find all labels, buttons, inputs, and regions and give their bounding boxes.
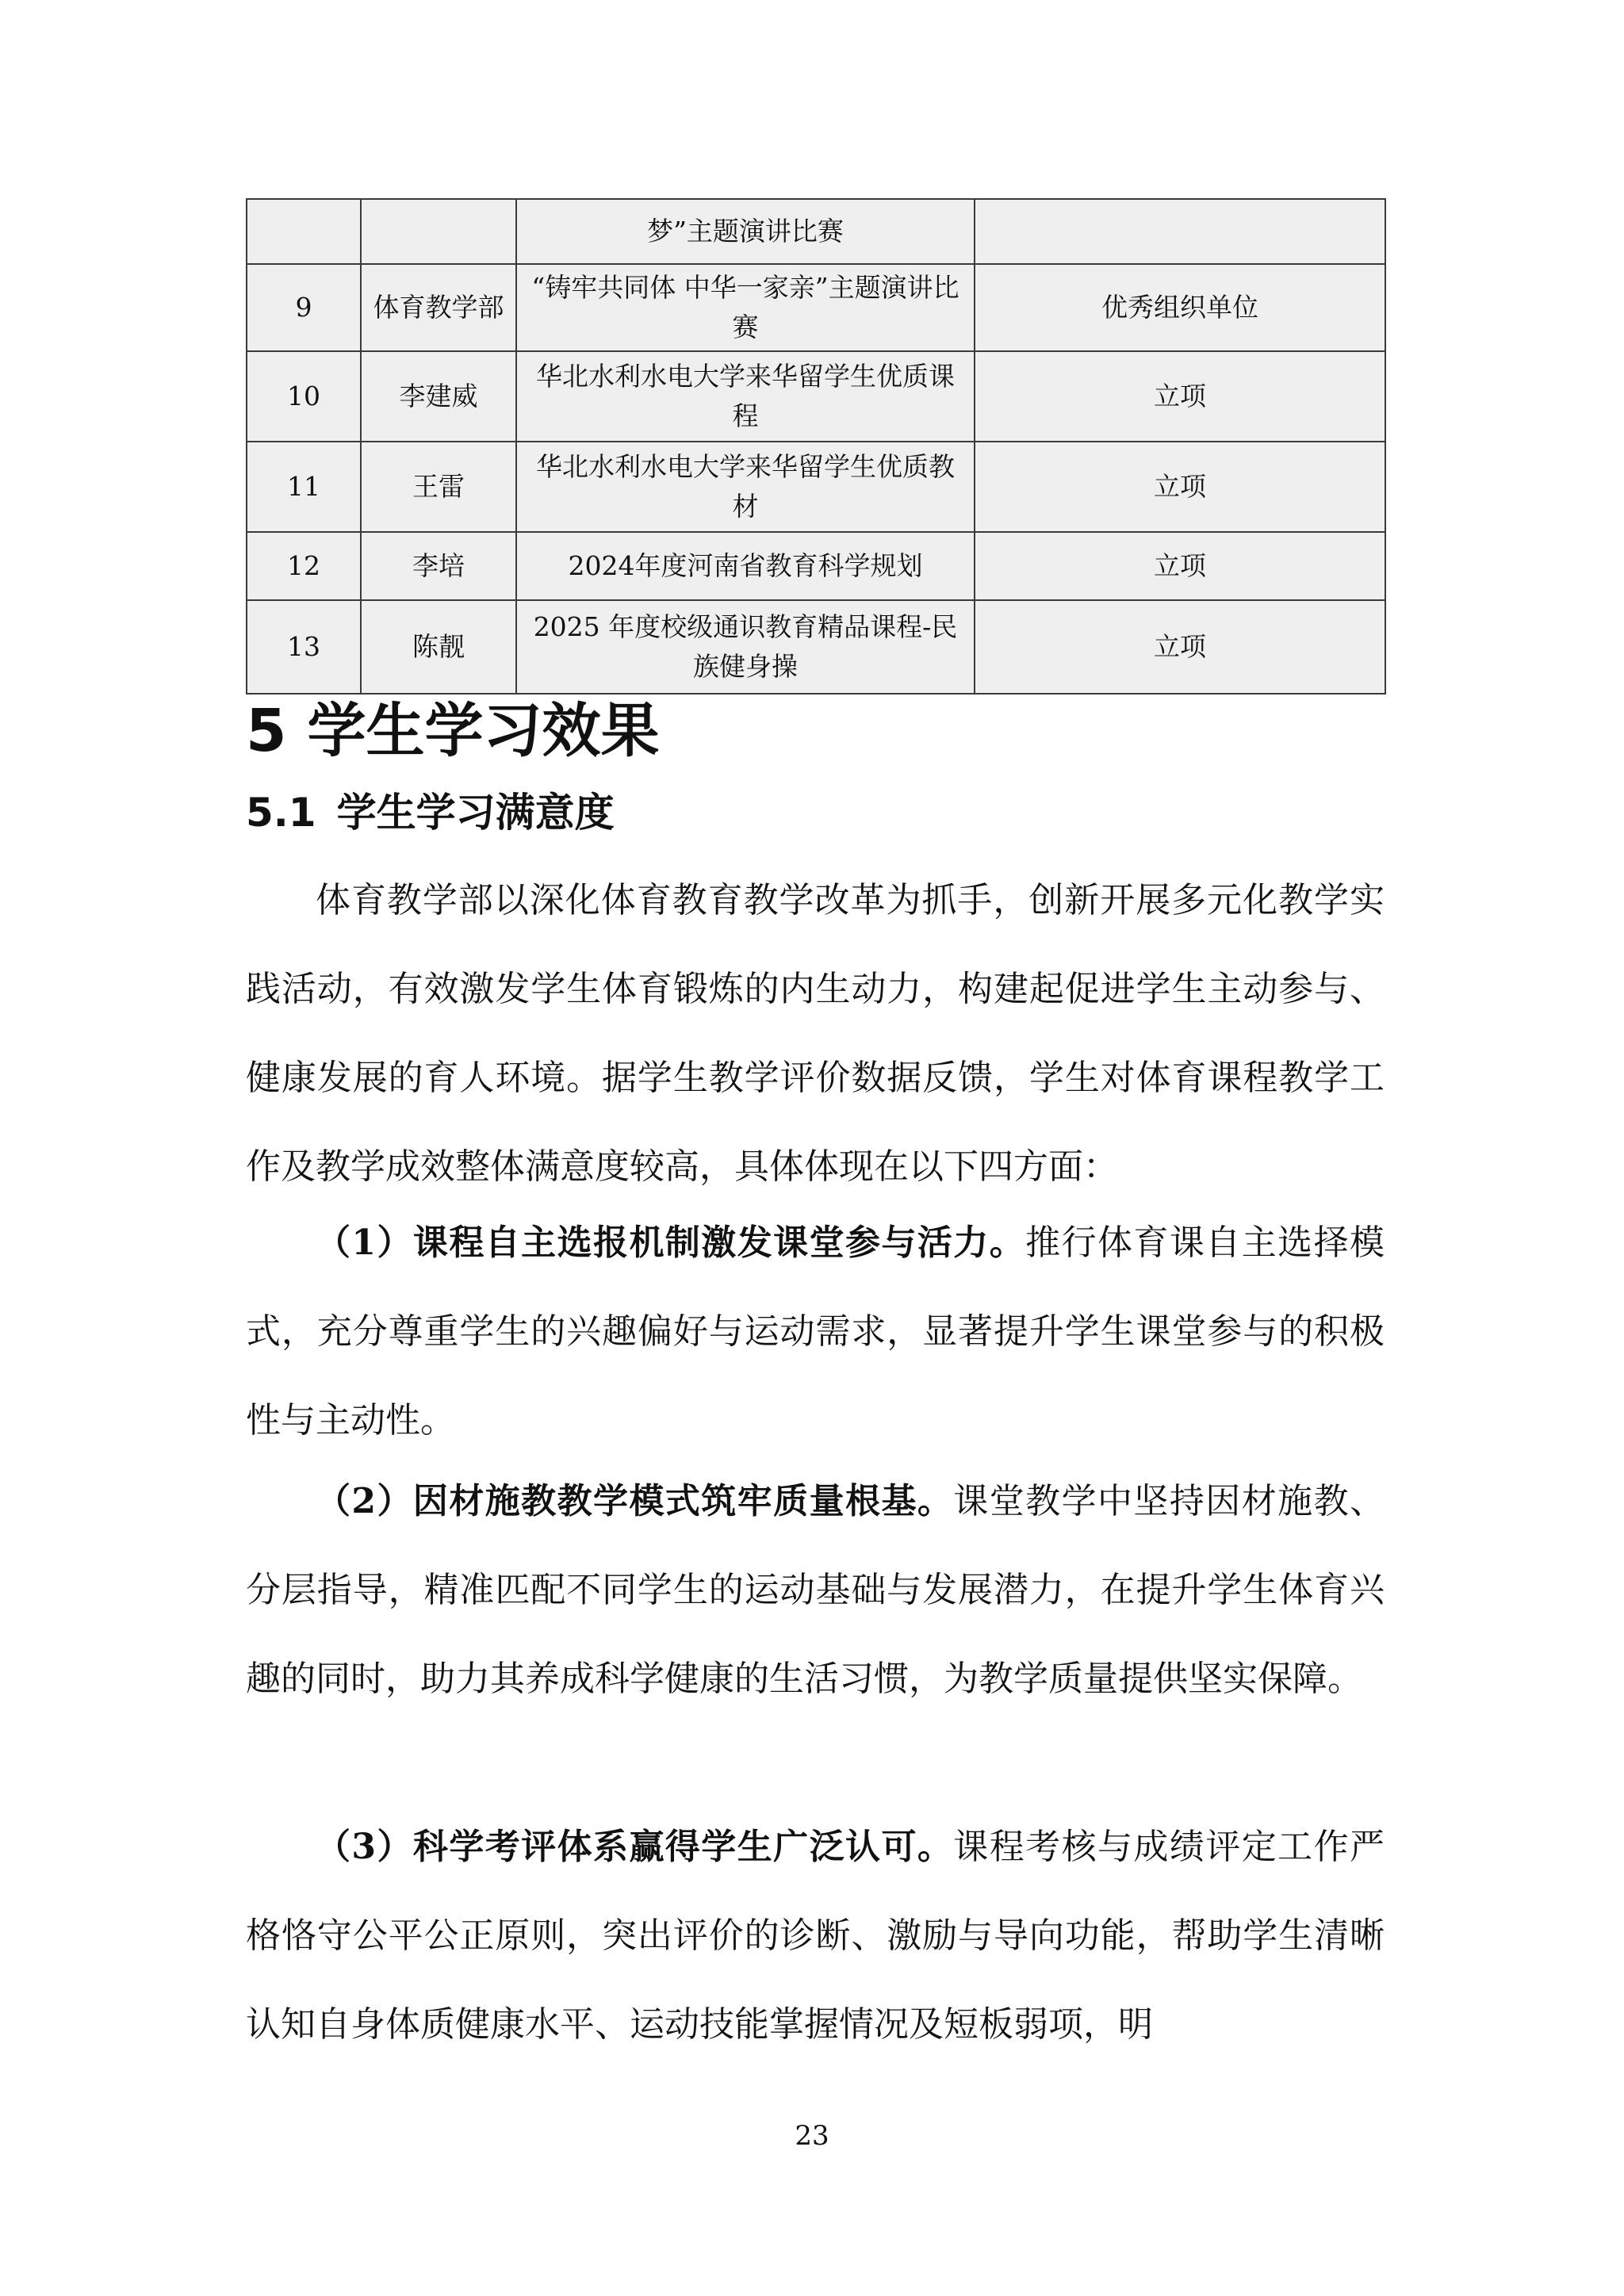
item-3-lead: （3）科学考评体系赢得学生广泛认可。 bbox=[316, 1827, 954, 1867]
cell-name: 王雷 bbox=[361, 442, 516, 532]
table-row-continuation bbox=[247, 199, 1385, 264]
cell-name: 体育教学部 bbox=[361, 264, 516, 351]
cell-result bbox=[975, 199, 1385, 264]
intro-paragraph bbox=[246, 856, 1385, 1211]
section-title: 学生学习效果 bbox=[307, 697, 660, 765]
cell-name: 陈靓 bbox=[361, 600, 516, 694]
cell-index: 12 bbox=[247, 532, 361, 600]
cell-project: 2024年度河南省教育科学规划 bbox=[516, 532, 975, 600]
cell-index: 10 bbox=[247, 351, 361, 442]
awards-table bbox=[246, 198, 1386, 695]
subsection-title: 学生学习满意度 bbox=[336, 790, 615, 836]
item-2-text: 课堂教学中坚持因材施教、分层指导，精准匹配不同学生的运动基础与发展潜力，在提升学生体育兴趣的同时，助力其养成科学健康的生活习惯，为教学质量提供坚实保障。 bbox=[246, 1481, 1385, 1699]
cell-project: “铸牢共同体 中华一家亲”主题演讲比赛 bbox=[516, 264, 975, 351]
item-3-text: 课程考核与成绩评定工作严格恪守公平公正原则，突出评价的诊断、激励与导向功能，帮助学生清晰认知自身体质健康水平、运动技能掌握情况及短板弱项，明 bbox=[246, 1827, 1385, 2045]
intro-text: 体育教学部以深化体育教育教学改革为抓手，创新开展多元化教学实践活动，有效激发学生体育锻炼的内生动力，构建起促进学生主动参与、健康发展的育人环境。据学生教学评价数据反馈，学生对体育课程教学工作及教学成效整体满意度较高，具体体现在以下四方面： bbox=[246, 880, 1385, 1187]
section-number: 5 bbox=[246, 697, 287, 765]
table-row bbox=[247, 532, 1385, 600]
cell-result: 优秀组织单位 bbox=[975, 264, 1385, 351]
cell-name: 李培 bbox=[361, 532, 516, 600]
table-row bbox=[247, 264, 1385, 351]
table-row bbox=[247, 442, 1385, 532]
page-number: 23 bbox=[795, 2120, 829, 2152]
cell-result: 立项 bbox=[975, 351, 1385, 442]
subsection-number: 5.1 bbox=[246, 790, 316, 836]
item-paragraph-3 bbox=[246, 1803, 1385, 2069]
item-1-lead: （1）课程自主选报机制激发课堂参与活力。 bbox=[316, 1223, 1026, 1263]
cell-project: 华北水利水电大学来华留学生优质教材 bbox=[516, 442, 975, 532]
table-row bbox=[247, 600, 1385, 694]
cell-index: 9 bbox=[247, 264, 361, 351]
cell-index: 11 bbox=[247, 442, 361, 532]
item-paragraph-1 bbox=[246, 1199, 1385, 1465]
item-1-text: 推行体育课自主选择模式，充分尊重学生的兴趣偏好与运动需求，显著提升学生课堂参与的积极性与主动性。 bbox=[246, 1223, 1385, 1441]
table-row bbox=[247, 351, 1385, 442]
section-heading bbox=[246, 691, 660, 771]
cell-project: 华北水利水电大学来华留学生优质课程 bbox=[516, 351, 975, 442]
item-2-lead: （2）因材施教教学模式筑牢质量根基。 bbox=[316, 1481, 954, 1521]
cell-result: 立项 bbox=[975, 442, 1385, 532]
cell-index: 13 bbox=[247, 600, 361, 694]
cell-project: 2025 年度校级通识教育精品课程-民族健身操 bbox=[516, 600, 975, 694]
cell-project: 梦”主题演讲比赛 bbox=[516, 199, 975, 264]
subsection-heading bbox=[246, 785, 615, 840]
cell-name bbox=[361, 199, 516, 264]
cell-index bbox=[247, 199, 361, 264]
cell-name: 李建威 bbox=[361, 351, 516, 442]
item-paragraph-2 bbox=[246, 1457, 1385, 1724]
cell-result: 立项 bbox=[975, 532, 1385, 600]
cell-result: 立项 bbox=[975, 600, 1385, 694]
